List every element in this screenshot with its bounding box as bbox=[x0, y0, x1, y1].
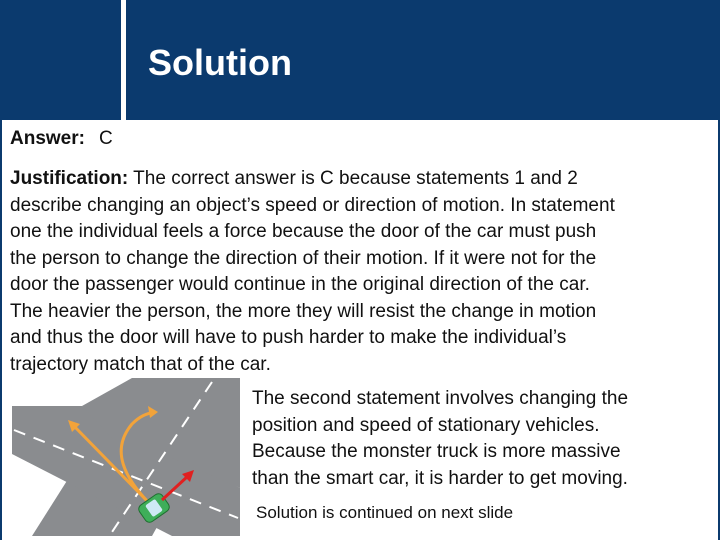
answer-line bbox=[10, 128, 113, 150]
justification-paragraph bbox=[10, 166, 715, 378]
continued-note: Solution is continued on next slide bbox=[256, 503, 514, 522]
justification-label: Justification: bbox=[10, 168, 129, 189]
second-statement-paragraph: The second statement involves changing the position and speed of stationary vehicles. Because the monster truck is more massive than the smart car, it is harder to get moving. bbox=[252, 388, 629, 489]
intersection-illustration bbox=[12, 378, 240, 536]
answer-label: Answer: bbox=[10, 128, 85, 149]
answer-value: C bbox=[98, 128, 113, 149]
slide-title: Solution bbox=[148, 42, 292, 83]
slide-header bbox=[0, 0, 720, 120]
header-divider bbox=[121, 0, 126, 120]
frame-left-border bbox=[0, 120, 2, 540]
justification-text: The correct answer is C because statements 1 and 2 describe changing an object’s speed or direction of motion. In statement one the individual feels a force because the door of the car must push the person to change the direction of their motion. If it were not for the door the passenger would continue in the original direction of the car. The heavier the person, the more they will resist the change in motion and thus the door will have to push harder to make the individual’s trajectory match that of the car. bbox=[10, 168, 615, 375]
